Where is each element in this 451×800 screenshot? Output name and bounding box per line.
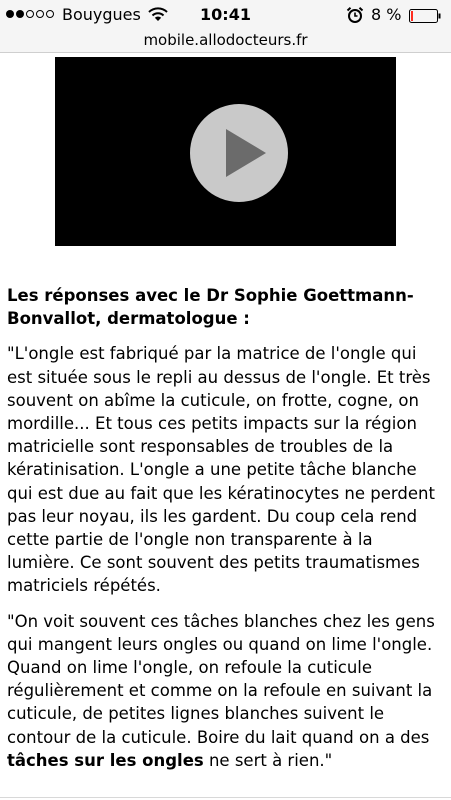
carrier-name: Bouygues <box>62 5 141 24</box>
alarm-icon <box>346 6 364 28</box>
video-player[interactable] <box>55 57 396 246</box>
divider <box>0 797 451 798</box>
battery-percent: 8 % <box>371 5 402 24</box>
play-button[interactable] <box>190 104 288 202</box>
address-bar[interactable] <box>0 30 451 53</box>
battery-icon <box>409 8 441 27</box>
clock-time: 10:41 <box>200 5 251 24</box>
article-link[interactable]: tâches sur les ongles <box>7 750 204 770</box>
article-paragraph: "L'ongle est fabriqué par la matrice de l'ongle qui est située sous le repli au dessus de l'ongle. Et très souvent on abîme la cuticule, on frotte, cogne, on mordille... Et tous ces petits impacts sur la région matricielle sont responsables de troubles de la kératinisation. L'ongle a une petite tâche blanche qui est due au fait que les kératinocytes ne perdent pas leur noyau, ils les gardent. Du coup cela rend cette partie de l'ongle non transparente à la lumière. Ce sont souvent des petits traumatismes matriciels répétés. <box>7 344 435 596</box>
url-text[interactable]: mobile.allodocteurs.fr <box>143 31 308 49</box>
article-paragraph <box>7 610 443 772</box>
status-bar <box>0 0 451 30</box>
paragraph-text: ne sert à rien." <box>203 750 333 770</box>
play-icon <box>190 104 288 202</box>
article-heading: Les réponses avec le Dr Sophie Goettmann-Bonvallot, dermatologue : <box>7 286 414 329</box>
paragraph-text: "On voit souvent ces tâches blanches chez les gens qui mangent leurs ongles ou quand on lime l'ongle. Quand on lime l'ongle, on refoule la cuticule régulièrement et comme on la refoule en suivant la cuticule, de petites lignes blanches suivent le contour de la cuticule. Boire du lait quand on a des <box>7 611 435 747</box>
article-content <box>7 284 443 784</box>
